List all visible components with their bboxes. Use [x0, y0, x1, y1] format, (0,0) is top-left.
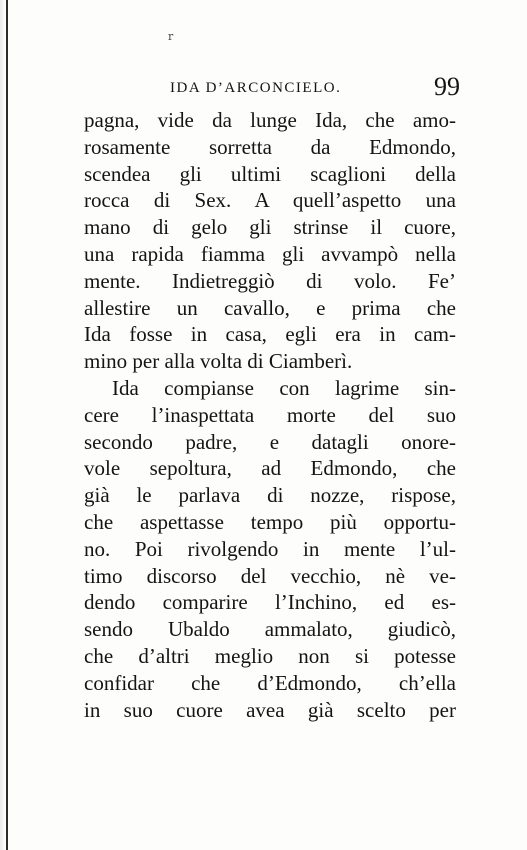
- running-title: IDA D’ARCONCIELO.: [170, 80, 342, 96]
- page-edge-line: [6, 0, 8, 850]
- page-header: [80, 72, 460, 104]
- text-line: timo discorso del vecchio, nè ve-: [84, 563, 456, 588]
- text-line: no. Poi rivolgendo in mente l’ul-: [84, 536, 456, 561]
- text-line: già le parlava di nozze, rispose,: [84, 483, 456, 508]
- paragraph-1: [84, 107, 456, 375]
- text-line: dendo comparire l’Inchino, ed es-: [84, 590, 456, 615]
- paragraph-2: [84, 375, 456, 723]
- page-number: 99: [434, 72, 460, 101]
- text-line: rocca di Sex. A quell’aspetto una: [84, 188, 456, 213]
- text-line: che d’altri meglio non si potesse: [84, 643, 456, 668]
- text-line: mano di gelo gli strinse il cuore,: [84, 215, 456, 240]
- text-line: cere l’inaspettata morte del suo: [84, 402, 456, 427]
- text-line: confidar che d’Edmondo, ch’ella: [84, 670, 456, 695]
- text-line: vole sepoltura, ad Edmondo, che: [84, 456, 456, 481]
- text-line: rosamente sorretta da Edmondo,: [84, 134, 456, 159]
- body-text: [84, 107, 456, 723]
- text-line: secondo padre, e datagli onore-: [84, 429, 456, 454]
- text-line: sendo Ubaldo ammalato, giudicò,: [84, 617, 456, 642]
- text-line: allestire un cavallo, e prima che: [84, 295, 456, 320]
- text-line: in suo cuore avea già scelto per: [84, 697, 456, 722]
- text-line: scendea gli ultimi scaglioni della: [84, 161, 456, 186]
- text-line: Ida compianse con lagrime sin-: [112, 375, 456, 400]
- text-line: pagna, vide da lunge Ida, che amo-: [84, 108, 456, 132]
- text-line: mino per alla volta di Ciamberì.: [84, 349, 353, 374]
- text-line: che aspettasse tempo più opportu-: [84, 509, 456, 534]
- text-line: una rapida fiamma gli avvampò nella: [84, 241, 456, 266]
- text-line: Ida fosse in casa, egli era in cam-: [84, 322, 456, 347]
- text-line: mente. Indietreggiò di volo. Fe’: [84, 268, 456, 293]
- ink-speck: r: [168, 30, 174, 43]
